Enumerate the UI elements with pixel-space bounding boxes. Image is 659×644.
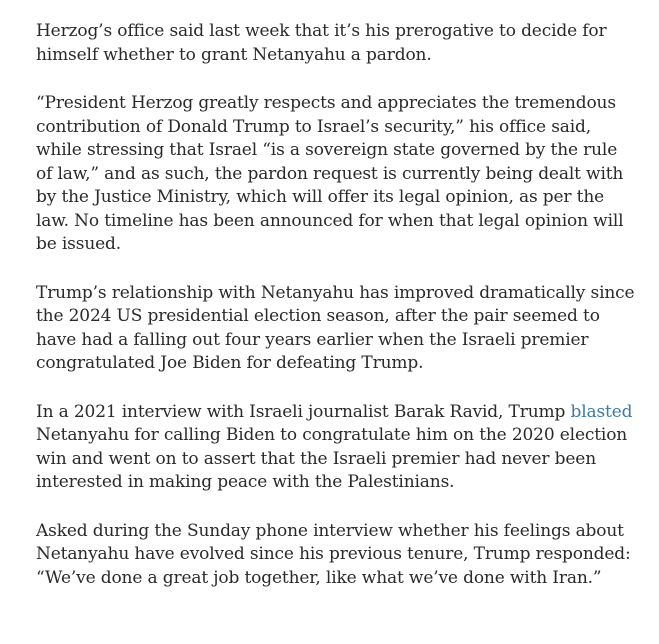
blasted-link[interactable]: blasted (570, 401, 633, 422)
paragraph-text-after-link: Netanyahu for calling Biden to congratulate him on the 2020 election win and went on to assert that the Israeli premier had never been interested in making peace with the Palestinians. (36, 425, 628, 492)
article-body (36, 20, 636, 615)
paragraph-trump-relationship: Trump’s relationship with Netanyahu has improved dramatically since the 2024 US presidential election season, after the pair seemed to have had a falling out four years earlier when the Israeli premier congratulated Joe Biden for defeating Trump. (36, 282, 635, 373)
paragraph-phone-interview: Asked during the Sunday phone interview whether his feelings about Netanyahu have evolved since his previous tenure, Trump responded: “We’ve done a great job together, like what we’ve done with Iran.” (36, 520, 631, 588)
paragraph-text-before-link: In a 2021 interview with Israeli journalist Barak Ravid, Trump (36, 401, 571, 422)
paragraph-herzog-prerogative: Herzog’s office said last week that it’s his prerogative to decide for himself whether to grant Netanyahu a pardon. (36, 21, 607, 65)
paragraph-ravid-interview (36, 401, 636, 495)
paragraph-herzog-statement: “President Herzog greatly respects and appreciates the tremendous contribution of Donald Trump to Israel’s security,” his office said, while stressing that Israel “is a sovereign state governed by the rule of law,” and as such, the pardon request is currently being dealt with by the Justice Ministry, which will offer its legal opinion, as per the law. No timeline has been announced for when that legal opinion will be issued. (36, 93, 624, 254)
